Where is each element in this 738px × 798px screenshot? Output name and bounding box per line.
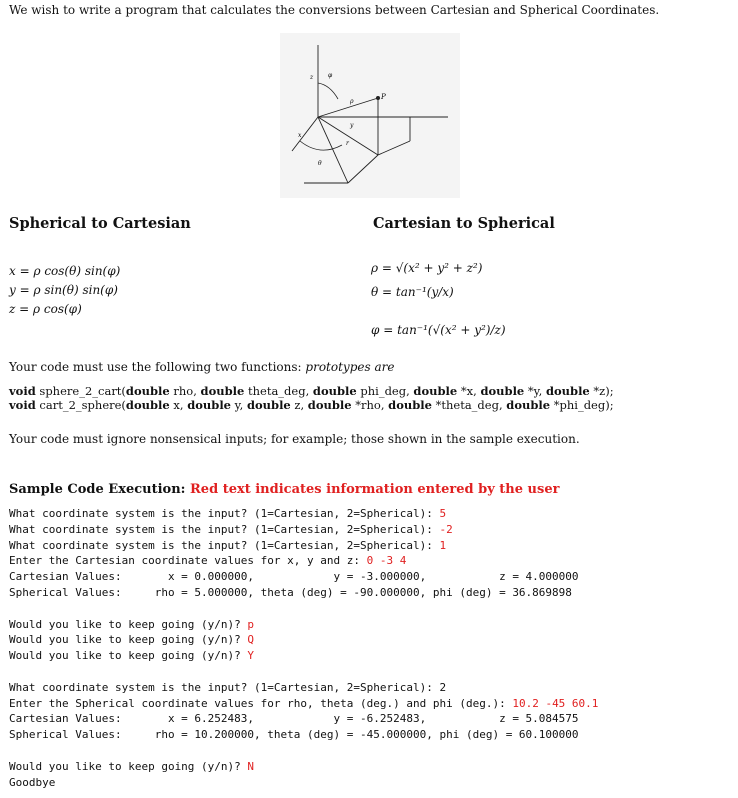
identifier: theta_deg,	[248, 384, 310, 398]
prompt: Enter the Spherical coordinate values for rho, theta (deg.) and phi (deg.):	[9, 696, 513, 710]
functions-intro-emphasis: prototypes are	[305, 360, 395, 374]
session-line	[9, 648, 598, 664]
session-line: Cartesian Values: x = 6.252483, y = -6.252483, z = 5.084575	[9, 712, 579, 726]
user-input: p	[247, 617, 255, 631]
keyword: double	[388, 398, 432, 412]
keyword: double	[246, 398, 291, 412]
intro-text: We wish to write a program that calculates the conversions between Cartesian and Spherical Coordinates.	[9, 3, 660, 17]
session-line	[9, 632, 598, 648]
identifier: *z);	[593, 384, 614, 398]
session-line: Spherical Values: rho = 10.200000, theta (deg) = -45.000000, phi (deg) = 60.100000	[9, 728, 579, 742]
user-input: Y	[247, 649, 255, 663]
prompt: Would you like to keep going (y/n)?	[9, 617, 248, 631]
identifier: *phi_deg);	[553, 398, 614, 412]
identifier: rho,	[173, 384, 197, 398]
spherical-coordinates-diagram	[280, 33, 460, 198]
formula-x: x = ρ cos(θ) sin(φ)	[9, 264, 121, 278]
session-blank-line	[9, 601, 598, 617]
prompt: Would you like to keep going (y/n)?	[9, 633, 248, 647]
diagram-label-rho: ρ	[350, 98, 354, 105]
c2s-heading: Cartesian to Spherical	[373, 215, 555, 232]
formula-y: y = ρ sin(θ) sin(φ)	[9, 283, 118, 297]
user-input: Q	[247, 633, 255, 647]
user-input: -2	[439, 522, 453, 536]
identifier: cart_2_sphere(	[39, 398, 126, 412]
prompt: Enter the Cartesian coordinate values for x, y and z:	[9, 554, 367, 568]
keyword: double	[307, 398, 352, 412]
keyword: double	[187, 398, 232, 412]
diagram-label-y: y	[350, 122, 354, 129]
session-line	[9, 553, 598, 569]
session-line	[9, 538, 598, 554]
prototype-sphere-2-cart	[9, 384, 614, 398]
user-input: 10.2 -45 60.1	[512, 696, 599, 710]
keyword: double	[545, 384, 590, 398]
user-input: 0 -3 4	[366, 554, 407, 568]
session-line: What coordinate system is the input? (1=Cartesian, 2=Spherical): 2	[9, 680, 447, 694]
prompt: What coordinate system is the input? (1=Cartesian, 2=Spherical):	[9, 538, 440, 552]
formula-rho: ρ = √(x² + y² + z²)	[371, 261, 483, 275]
keyword: void	[9, 384, 36, 398]
functions-intro	[9, 360, 394, 374]
sample-heading-label: Sample Code Execution:	[9, 482, 186, 497]
prompt: What coordinate system is the input? (1=Cartesian, 2=Spherical):	[9, 522, 440, 536]
user-input: 1	[439, 538, 447, 552]
prompt: Would you like to keep going (y/n)?	[9, 649, 248, 663]
identifier: z,	[294, 398, 305, 412]
identifier: y,	[234, 398, 244, 412]
keyword: double	[413, 384, 458, 398]
identifier: *rho,	[355, 398, 385, 412]
ignore-inputs-text: Your code must ignore nonsensical inputs; for example; those shown in the sample execution.	[9, 432, 580, 446]
prompt: Would you like to keep going (y/n)?	[9, 759, 248, 773]
diagram-label-phi: φ	[328, 72, 333, 79]
diagram-label-x: x	[298, 132, 302, 139]
identifier: x,	[173, 398, 184, 412]
session-line	[9, 696, 598, 712]
session-line: Spherical Values: rho = 5.000000, theta (deg) = -90.000000, phi (deg) = 36.869898	[9, 585, 572, 599]
prototype-cart-2-sphere	[9, 398, 614, 412]
diagram-label-z: z	[310, 74, 314, 81]
identifier: *theta_deg,	[435, 398, 503, 412]
session-line	[9, 522, 598, 538]
keyword: double	[200, 384, 245, 398]
sample-heading	[9, 482, 559, 497]
session-line	[9, 617, 598, 633]
session-line: Goodbye	[9, 775, 56, 789]
session-line	[9, 506, 598, 522]
s2c-heading: Spherical to Cartesian	[9, 215, 191, 232]
keyword: double	[312, 384, 357, 398]
identifier: sphere_2_cart(	[39, 384, 126, 398]
diagram-label-theta: θ	[318, 160, 322, 167]
formula-theta: θ = tan⁻¹(y/x)	[371, 285, 454, 299]
session-blank-line	[9, 743, 598, 759]
user-input: N	[247, 759, 255, 773]
diagram-label-r: r	[346, 140, 349, 147]
session-line	[9, 759, 598, 775]
session-line: Cartesian Values: x = 0.000000, y = -3.000000, z = 4.000000	[9, 570, 579, 584]
prompt: What coordinate system is the input? (1=Cartesian, 2=Spherical):	[9, 507, 440, 520]
functions-intro-text: Your code must use the following two functions:	[9, 360, 302, 374]
formula-z: z = ρ cos(φ)	[9, 302, 82, 316]
keyword: double	[125, 398, 170, 412]
diagram-label-p: P	[381, 93, 386, 101]
session-blank-line	[9, 664, 598, 680]
user-input: 5	[439, 507, 447, 520]
identifier: *x,	[460, 384, 477, 398]
keyword: double	[480, 384, 525, 398]
identifier: *y,	[527, 384, 543, 398]
formula-phi: φ = tan⁻¹(√(x² + y²)/z)	[371, 323, 506, 337]
keyword: double	[125, 384, 170, 398]
keyword: void	[9, 398, 36, 412]
keyword: double	[506, 398, 551, 412]
sample-session	[9, 506, 598, 790]
sample-note: Red text indicates information entered by the user	[190, 482, 560, 497]
identifier: phi_deg,	[360, 384, 410, 398]
